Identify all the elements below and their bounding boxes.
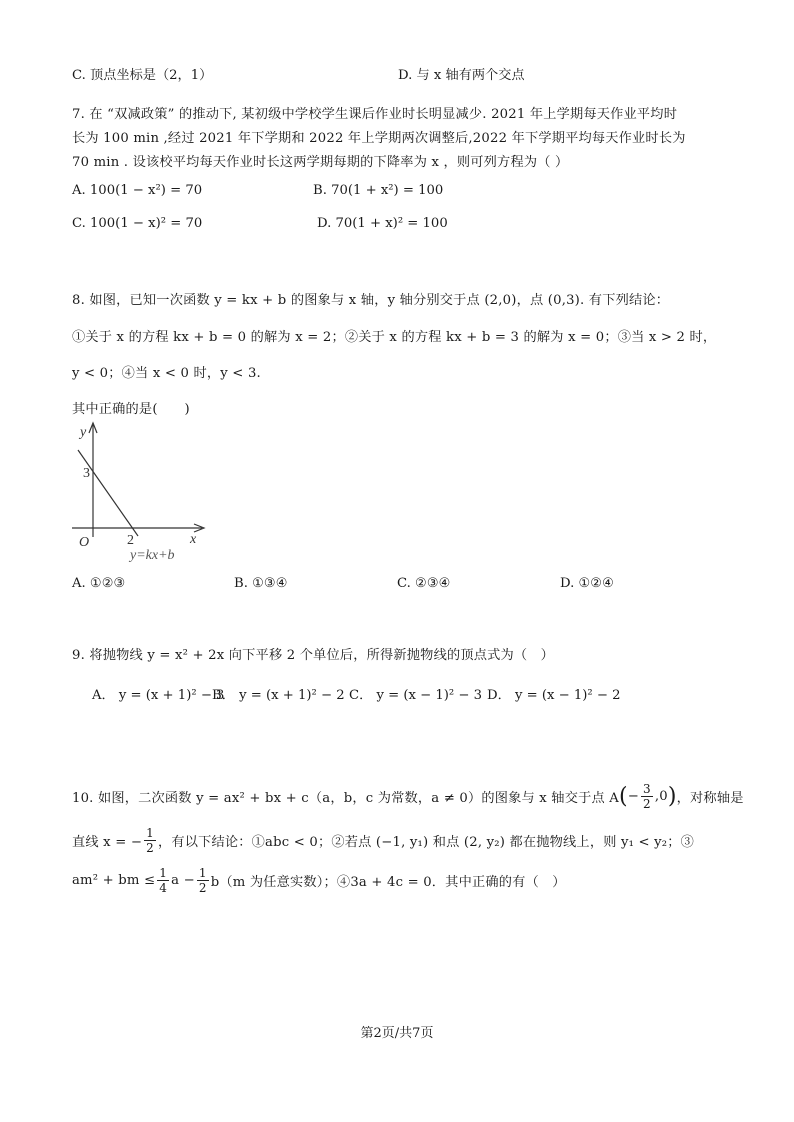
q10-point-a-fraction: [641, 782, 653, 811]
q10-stem-line3: [72, 866, 566, 895]
q8-option-b: B. ①③④: [234, 576, 288, 591]
q10-stem-line1-tail: ，对称轴是: [676, 791, 744, 806]
q10-stem-line3-tail: b（m 为任意实数）；④3a + 4c = 0．其中正确的有（ ）: [210, 875, 566, 890]
q7-option-a: A. 100(1 − x²) = 70: [72, 183, 203, 198]
q8-option-d: D. ①②④: [560, 576, 614, 591]
q9-option-a: A． y = (x + 1)² − 3: [92, 688, 225, 703]
q7-option-c: C. 100(1 − x)² = 70: [72, 216, 203, 231]
q9-option-d: D． y = (x − 1)² − 2: [487, 688, 621, 703]
q10-axis-fraction: [144, 826, 156, 855]
q6-option-c: C. 顶点坐标是（2，1）: [72, 68, 213, 83]
q10-point-a-open-paren: (: [618, 783, 628, 809]
q8-x-intercept-label: 2: [127, 533, 134, 548]
q10-quarter-numerator: 1: [159, 866, 168, 880]
q10-half-fraction: [197, 866, 209, 895]
q10-inequality-mid: a −: [171, 873, 195, 888]
q7-stem-line1: 7. 在 “双减政策” 的推动下, 某初级中学校学生课后作业时长明显减少. 2021 年上学期每天作业平均时: [72, 107, 678, 122]
q8-option-a: A. ①②③: [72, 576, 126, 591]
q10-point-a-minus: −: [627, 789, 640, 804]
q8-stem-line3: y < 0；④当 x < 0 时，y < 3.: [72, 366, 261, 381]
q10-stem-line2: [72, 826, 694, 855]
q8-origin-label: O: [79, 535, 90, 550]
q6-option-d: D. 与 x 轴有两个交点: [398, 68, 525, 83]
q10-stem-line2-tail: ，有以下结论：①abc < 0；②若点 (−1, y₁) 和点 (2, y₂) 都在抛物线上，则 y₁ < y₂；③: [157, 835, 695, 850]
page-footer: 第2页/共7页: [360, 1026, 434, 1041]
q8-option-c: C. ②③④: [397, 576, 451, 591]
q8-line-graph: [66, 420, 216, 568]
q9-option-c: C． y = (x − 1)² − 3: [349, 688, 483, 703]
q10-axis-numerator: 1: [146, 826, 154, 840]
q8-stem-line2: ①关于 x 的方程 kx + b = 0 的解为 x = 2；②关于 x 的方程 kx + b = 3 的解为 x = 0；③当 x > 2 时，: [72, 330, 717, 345]
q8-x-axis-label: x: [190, 532, 197, 547]
q7-option-d: D. 70(1 + x)² = 100: [317, 216, 448, 231]
q8-y-intercept-label: 3: [83, 466, 90, 481]
q10-point-a-close-paren: ): [667, 783, 677, 809]
q10-point-a-zero: ,0: [654, 789, 668, 804]
q8-function-line: [78, 450, 138, 536]
q10-point-a-numerator: 3: [643, 782, 651, 796]
q10-quarter-fraction: [157, 866, 169, 895]
q9-stem: 9. 将抛物线 y = x² + 2x 向下平移 2 个单位后，所得新抛物线的顶点式为（ ）: [72, 648, 555, 663]
q9-option-b: B． y = (x + 1)² − 2: [212, 688, 345, 703]
q7-option-b: B. 70(1 + x²) = 100: [313, 183, 444, 198]
q10-half-numerator: 1: [198, 866, 207, 880]
q8-question-prompt: 其中正确的是( ): [72, 402, 190, 417]
q10-point-a-denominator: 2: [643, 797, 651, 811]
q10-half-denominator: 2: [198, 881, 207, 895]
q10-quarter-denominator: 4: [159, 881, 168, 895]
q8-line-label: y=kx+b: [130, 548, 175, 563]
q10-axis-prefix: 直线 x = −: [72, 835, 143, 850]
q10-stem-line1: [72, 782, 744, 811]
q7-stem-line3: 70 min . 设该校平均每天作业时长这两学期每期的下降率为 x ，则可列方程为（ ）: [72, 155, 569, 170]
q8-stem-line1: 8. 如图，已知一次函数 y = kx + b 的图象与 x 轴，y 轴分别交于点 (2,0)，点 (0,3). 有下列结论：: [72, 293, 670, 308]
q7-stem-line2: 长为 100 min ,经过 2021 年下学期和 2022 年上学期两次调整后,2022 年下学期平均每天作业时长为: [72, 131, 686, 146]
q10-inequality-left: am² + bm ≤: [72, 873, 156, 888]
q10-axis-denominator: 2: [146, 841, 154, 855]
q8-y-axis-label: y: [80, 425, 87, 440]
q10-stem-line1-text: 10. 如图，二次函数 y = ax² + bx + c（a，b，c 为常数，a ≠ 0）的图象与 x 轴交于点 A: [72, 791, 619, 806]
